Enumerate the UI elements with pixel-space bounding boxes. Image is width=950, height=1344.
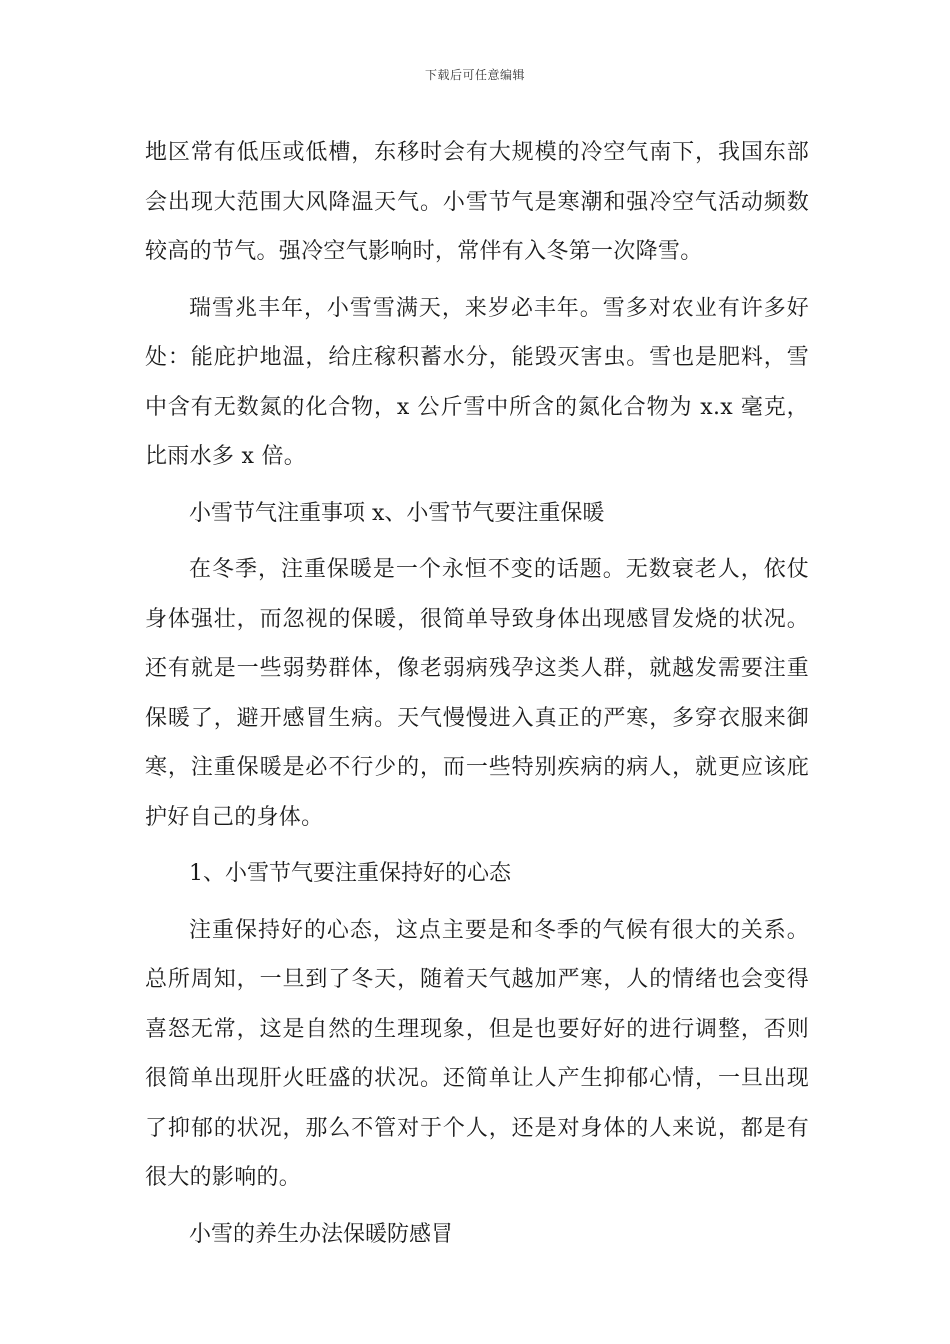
paragraph-keep-warm: 在冬季，注重保暖是一个永恒不变的话题。无数衰老人，依仗身体强壮，而忽视的保暖，很简单导致身体出现感冒发烧的状况。还有就是一些弱势群体，像老弱病残孕这类人群，就越发需要注重保暖了，避开感冒生病。天气慢慢进入真正的严寒，多穿衣服来御寒，注重保暖是必不行少的，而一些特别疾病的病人，就更应该庇护好自己的身体。 <box>145 557 809 830</box>
document-body <box>145 128 809 1259</box>
paragraph-snow-benefits: 瑞雪兆丰年，小雪雪满天，来岁必丰年。雪多对农业有许多好处：能庇护地温，给庄稼积蓄水分，能毁灭害虫。雪也是肥料，雪中含有无数氮的化合物，x 公斤雪中所含的氮化合物为 x.x 毫克，比雨水多 x 倍。 <box>145 295 809 469</box>
paragraph-continuation: 地区常有低压或低槽，东移时会有大规模的冷空气南下，我国东部会出现大范围大风降温天气。小雪节气是寒潮和强冷空气活动频数较高的节气。强冷空气影响时，常伴有入冬第一次降雪。 <box>145 140 809 264</box>
section-heading-keep-warm: 小雪节气注重事项 x、小雪节气要注重保暖 <box>189 500 605 526</box>
paragraph-mindset: 注重保持好的心态，这点主要是和冬季的气候有很大的关系。总所周知，一旦到了冬天，随着天气越加严寒，人的情绪也会变得喜怒无常，这是自然的生理现象，但是也要好好的进行调整，否则很简单出现肝火旺盛的状况。还简单让人产生抑郁心情，一旦出现了抑郁的状况，那么不管对于个人，还是对身体的人来说，都是有很大的影响的。 <box>145 917 809 1190</box>
page-header: 下载后可任意编辑 <box>424 68 525 82</box>
section-heading-mindset: 1、小雪节气要注重保持好的心态 <box>189 861 511 886</box>
section-heading-health-methods: 小雪的养生办法保暖防感冒 <box>189 1221 454 1247</box>
